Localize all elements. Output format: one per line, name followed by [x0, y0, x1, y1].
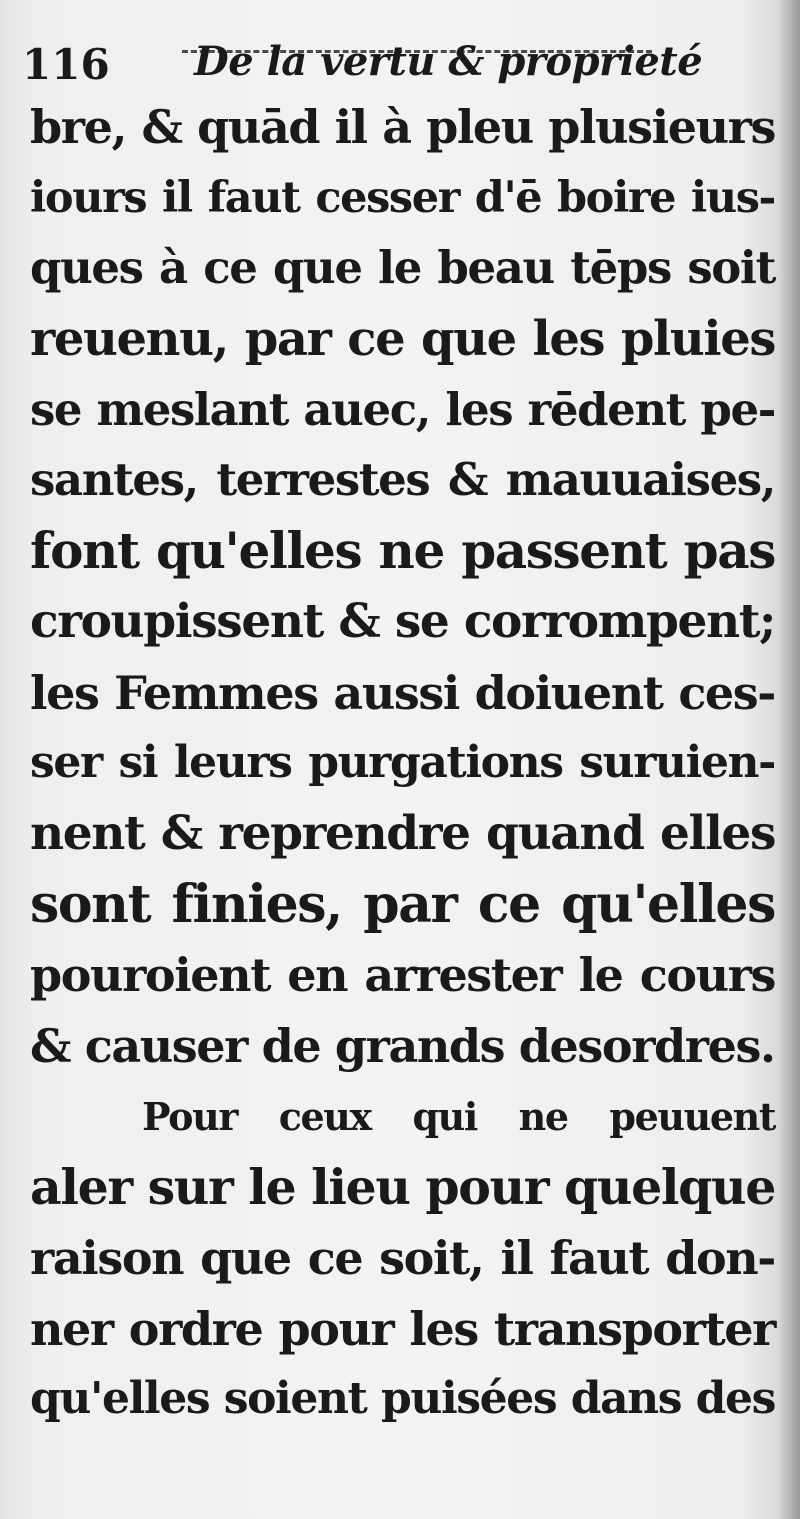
text-line: reuenu, par ce que les pluies [30, 311, 775, 368]
page-number: 116 [22, 40, 110, 89]
running-head: De la vertu & proprieté [194, 38, 703, 85]
text-line: font qu'elles ne passent pas [30, 521, 775, 581]
text-line: Pour ceux qui ne peuuent [142, 1093, 775, 1139]
text-line: & causer de grands desordres. [30, 1018, 775, 1073]
page-gutter-shadow [778, 0, 800, 1519]
text-line: ner ordre pour les transporter [30, 1301, 775, 1356]
text-line: nent & reprendre quand elles [30, 805, 775, 861]
text-line: ser si leurs purgations suruien- [30, 737, 775, 789]
text-line: sont finies, par ce qu'elles [30, 873, 775, 935]
text-line: qu'elles soient puisées dans des [30, 1373, 775, 1425]
text-line: raison que ce soit, il faut don- [30, 1231, 775, 1285]
text-line: pouroient en arrester le cours [30, 948, 775, 1003]
text-line: santes, terrestes & mauuaises, [30, 453, 775, 507]
body-text [30, 92, 775, 1435]
text-line: les Femmes aussi doiuent ces- [30, 665, 775, 720]
text-line: aler sur le lieu pour quelque [30, 1158, 775, 1217]
text-line: se meslant auec, les rēdent pe- [30, 382, 775, 436]
page-header [22, 30, 742, 90]
text-line: bre, & quād il à pleu plusieurs [30, 100, 775, 154]
text-line: croupissent & se corrompent; [30, 593, 775, 649]
text-line: iours il faut cesser d'ē boire ius- [30, 172, 775, 223]
text-line: ques à ce que le beau tēps soit [30, 241, 775, 295]
